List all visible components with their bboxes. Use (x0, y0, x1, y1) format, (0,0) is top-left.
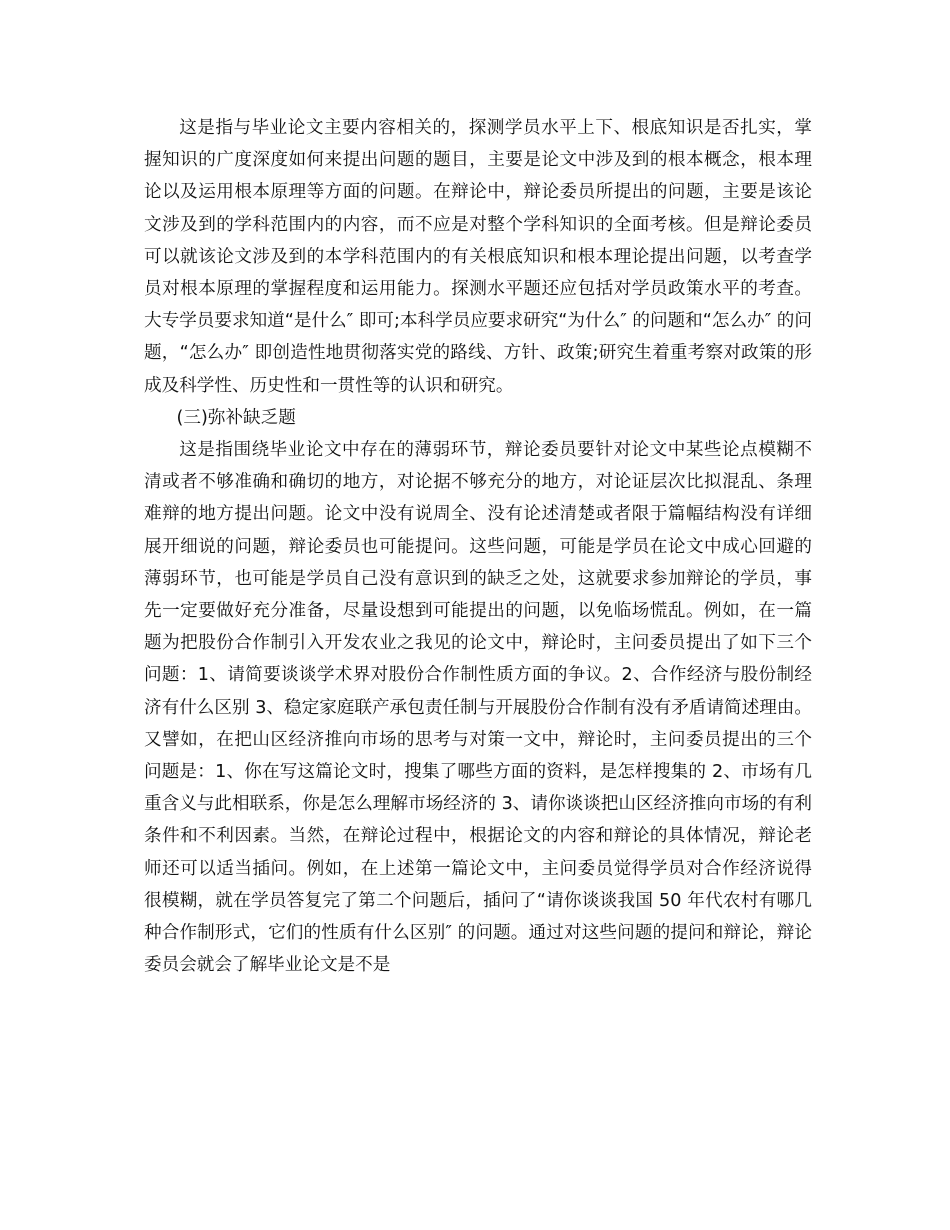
paragraph-level-test-questions: 这是指与毕业论文主要内容相关的，探测学员水平上下、根底知识是否扎实，掌握知识的广度深度如何来提出问题的题目，主要是论文中涉及到的根本概念，根本理论以及运用根本原理等方面的问题。在辩论中，辩论委员所提出的问题，主要是该论文涉及到的学科范围内的内容，而不应是对整个学科知识的全面考核。但是辩论委员可以就该论文涉及到的本学科范围内的有关根底知识和根本理论提出问题，以考查学员对根本原理的掌握程度和运用能力。探测水平题还应包括对学员政策水平的考查。大专学员要求知道“是什么″ 即可;本科学员应要求研究“为什么″ 的问题和“怎么办″ 的问题，“怎么办″ 即创造性地贯彻落实党的路线、方针、政策;研究生着重考察对政策的形成及科学性、历史性和一贯性等的认识和研究。 (144, 118, 812, 396)
document-body (144, 112, 812, 981)
section-heading-remedial-questions: (三)弥补缺乏题 (176, 407, 296, 428)
paragraph-remedial-questions: 这是指围绕毕业论文中存在的薄弱环节，辩论委员要针对论文中某些论点模糊不清或者不够准确和确切的地方，对论据不够充分的地方，对论证层次比拟混乱、条理难辩的地方提出问题。论文中没有说周全、没有论述清楚或者限于篇幅结构没有详细展开细说的问题，辩论委员也可能提问。这些问题，可能是学员在论文中成心回避的薄弱环节，也可能是学员自己没有意识到的缺乏之处，这就要求参加辩论的学员，事先一定要做好充分准备，尽量设想到可能提出的问题，以免临场慌乱。例如，在一篇题为把股份合作制引入开发农业之我见的论文中，辩论时，主问委员提出了如下三个问题：1、请简要谈谈学术界对股份合作制性质方面的争议。2、合作经济与股份制经济有什么区别 3、稳定家庭联产承包责任制与开展股份合作制有没有矛盾请简述理由。又譬如，在把山区经济推向市场的思考与对策一文中，辩论时，主问委员提出的三个问题是：1、你在写这篇论文时，搜集了哪些方面的资料，是怎样搜集的 2、市场有几重含义与此相联系，你是怎么理解市场经济的 3、请你谈谈把山区经济推向市场的有利条件和不利因素。当然，在辩论过程中，根据论文的内容和辩论的具体情况，辩论老师还可以适当插问。例如，在上述第一篇论文中，主问委员觉得学员对合作经济说得很模糊，就在学员答复完了第二个问题后，插问了“请你谈谈我国 50 年代农村有哪几种合作制形式，它们的性质有什么区别″ 的问题。通过对这些问题的提问和辩论，辩论委员会就会了解毕业论文是不是 (144, 440, 812, 976)
